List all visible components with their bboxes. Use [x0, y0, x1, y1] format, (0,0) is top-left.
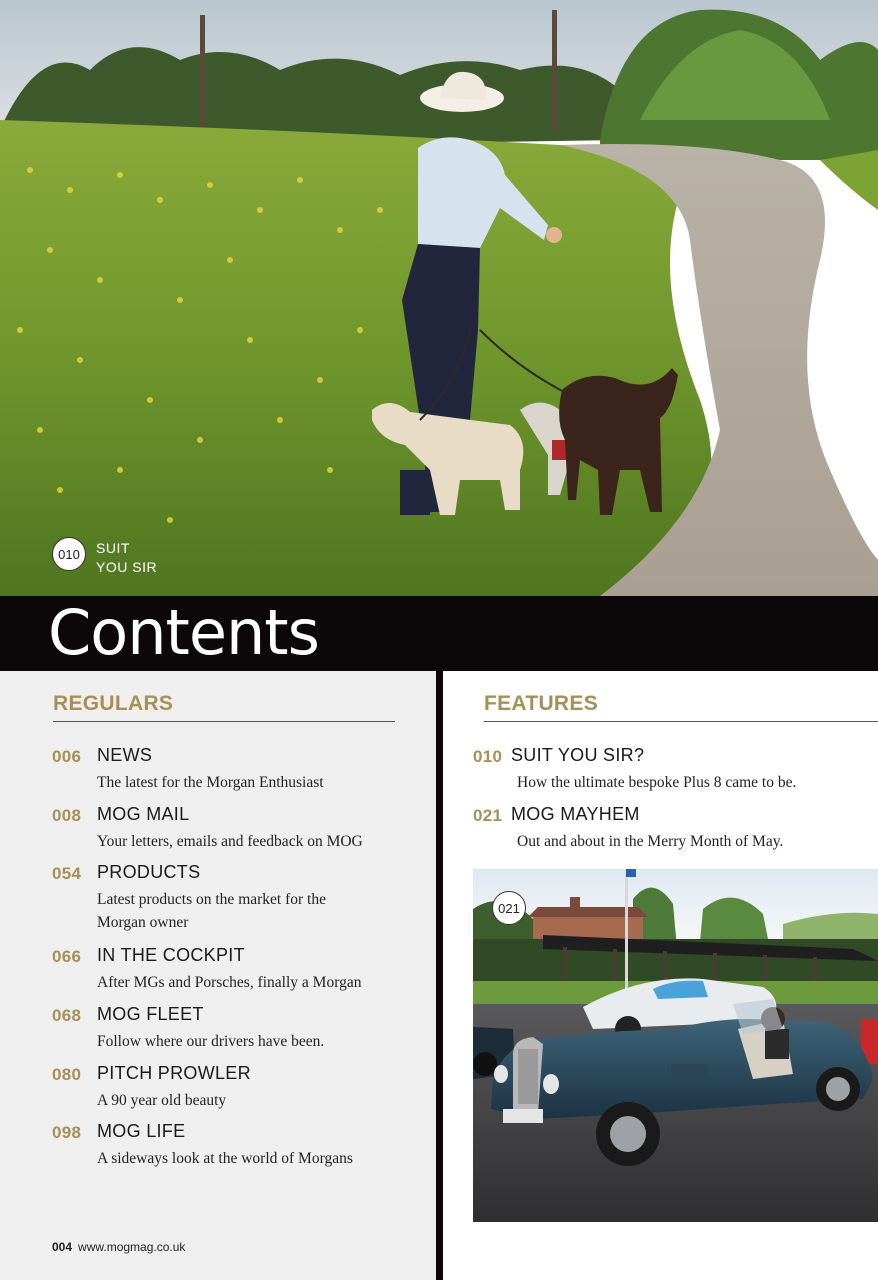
- item-description: After MGs and Porsches, finally a Morgan: [97, 974, 362, 991]
- item-description: Your letters, emails and feedback on MOG: [97, 833, 363, 850]
- item-title: IN THE COCKPIT: [97, 945, 245, 965]
- hero-photo: [0, 0, 878, 596]
- column-divider: [436, 671, 443, 1280]
- item-title: PITCH PROWLER: [97, 1063, 251, 1083]
- page-footer: [52, 1240, 185, 1254]
- item-description: How the ultimate bespoke Plus 8 came to be.: [517, 774, 797, 791]
- hero-page-badge: 010: [52, 537, 86, 571]
- item-title: SUIT YOU SIR?: [511, 745, 645, 765]
- item-title: NEWS: [97, 745, 153, 765]
- item-page-number: 010: [473, 747, 503, 766]
- item-title: MOG FLEET: [97, 1004, 204, 1024]
- item-description-line2: Morgan owner: [97, 914, 189, 931]
- item-description: A 90 year old beauty: [97, 1092, 227, 1109]
- footer-page-number: 004: [52, 1240, 73, 1254]
- item-description: Out and about in the Merry Month of May.: [517, 833, 784, 850]
- regulars-rule: [53, 721, 395, 722]
- item-page-number: 066: [52, 947, 82, 966]
- item-title: MOG MAIL: [97, 804, 190, 824]
- footer-website[interactable]: www.mogmag.co.uk: [78, 1240, 186, 1254]
- item-page-number: 068: [52, 1006, 82, 1025]
- item-description: Latest products on the market for the: [97, 891, 326, 908]
- item-title: MOG LIFE: [97, 1121, 186, 1141]
- item-page-number: 054: [52, 864, 82, 883]
- contents-banner: [0, 596, 878, 671]
- item-page-number: 021: [473, 806, 503, 825]
- car-photo-page-badge: 021: [492, 891, 526, 925]
- features-rule: [484, 721, 878, 722]
- hero-image-dog-walker: [0, 0, 878, 596]
- item-page-number: 006: [52, 747, 82, 766]
- hero-caption-line1: SUIT: [96, 540, 130, 556]
- page-title: Contents: [48, 596, 319, 669]
- item-description: A sideways look at the world of Morgans: [97, 1150, 353, 1167]
- car-image-morgan: [473, 869, 878, 1222]
- item-title: MOG MAYHEM: [511, 804, 640, 824]
- item-description: The latest for the Morgan Enthusiast: [97, 774, 324, 791]
- features-heading: FEATURES: [484, 692, 599, 715]
- regulars-heading: REGULARS: [53, 692, 174, 715]
- item-title: PRODUCTS: [97, 862, 201, 882]
- hero-caption: [96, 539, 157, 577]
- car-photo: [473, 869, 878, 1222]
- item-page-number: 080: [52, 1065, 82, 1084]
- hero-caption-line2: YOU SIR: [96, 559, 158, 575]
- item-description: Follow where our drivers have been.: [97, 1033, 325, 1050]
- item-page-number: 008: [52, 806, 82, 825]
- item-page-number: 098: [52, 1123, 82, 1142]
